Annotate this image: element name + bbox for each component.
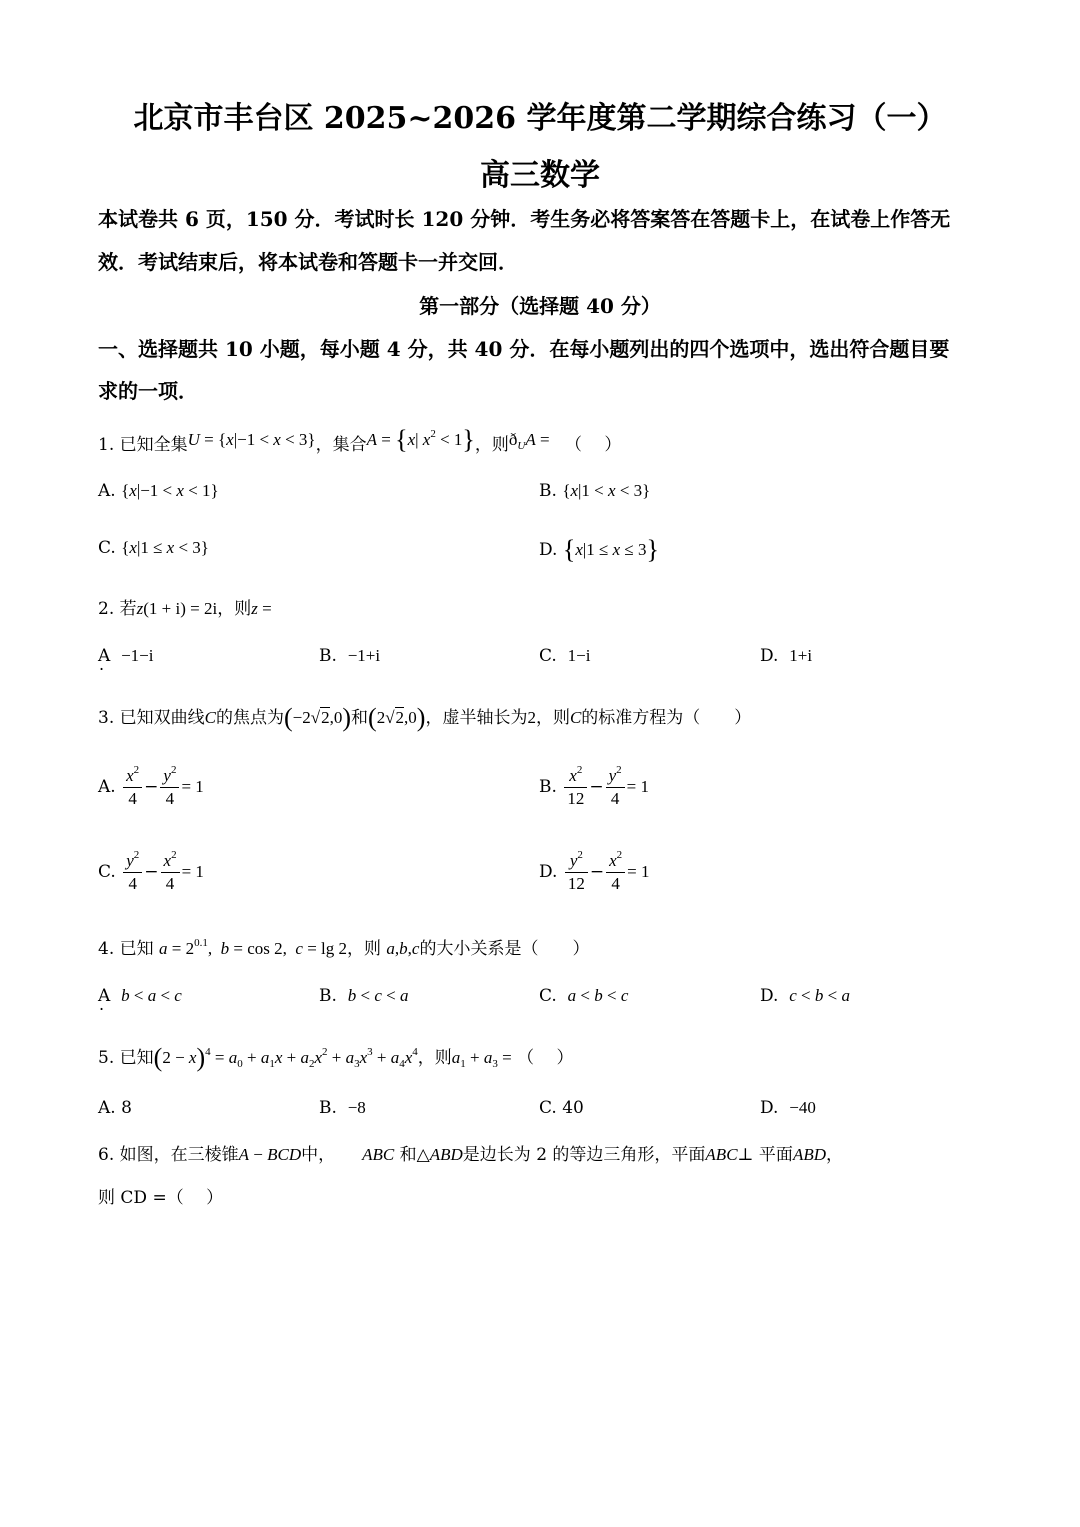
part1-instruction-1: 一、选择题共 10 小题，每小题 4 分，共 40 分．在每小题列出的四个选项中，选出符合题目要 (98, 337, 950, 361)
q2-option-d[interactable]: D. 1+i (760, 646, 813, 666)
q4-option-b[interactable]: B. b < c < a (319, 986, 409, 1006)
q4-option-d[interactable]: D. c < b < a (760, 986, 850, 1006)
exam-title: 北京市丰台区 2025~2026 学年度第二学期综合练习（一） (133, 101, 947, 136)
part1-heading: 第一部分（选择题 40 分） (419, 294, 661, 318)
q1-option-d[interactable]: D. {x|1 ≤ x ≤ 3} (539, 535, 659, 564)
question-2: 2. 若z(1 + i) = 2i，则z = (98, 599, 272, 619)
question-6: 6. 如图，在三棱锥A − BCD中， ABC 和△ABD是边长为 2 的等边三角形，平面ABC⊥ 平面ABD， (98, 1145, 843, 1165)
q1-option-a[interactable]: A. {x|−1 < x < 1} (98, 481, 219, 501)
q1-option-c[interactable]: C. {x|1 ≤ x < 3} (98, 538, 209, 558)
subject-title: 高三数学 (480, 158, 600, 193)
q5-option-d[interactable]: D. −40 (760, 1098, 816, 1118)
question-5: 5. 已知$(2 - x)^4 = a_0 + a_1x + a_2x^2 + a_3x^3 + a_4x^4$，则$a_1 + a_3$ = （ ） (98, 1043, 574, 1072)
part1-instruction-2: 求的一项． (98, 379, 198, 403)
question-6-line-2: 则 CD =（ ） (98, 1188, 224, 1208)
q3-option-b[interactable]: B. $\frac{x^2}{12}$ − $\frac{y^2}{4}$ = 1 (539, 764, 649, 808)
q4-option-a[interactable]: A . b < a < c (98, 986, 182, 1006)
question-4: 4. 已知 $a = 2^{0.1}$, b = cos 2, c = lg 2，则 a,b,c的大小关系是（ ） (98, 937, 590, 959)
q5-option-b[interactable]: B. −8 (319, 1098, 366, 1118)
q3-option-a[interactable]: A. $\frac{x^2}{4}$ − $\frac{y^2}{4}$ = 1 (98, 764, 204, 808)
intro-line-2: 效．考试结束后，将本试卷和答题卡一并交回． (98, 250, 518, 274)
q1-option-b[interactable]: B. {x|1 < x < 3} (539, 481, 651, 501)
q2-option-a[interactable]: A . −1−i (98, 646, 154, 666)
q2-option-b[interactable]: B. −1+i (319, 646, 381, 666)
q3-option-c[interactable]: C. $\frac{y^2}{4}$ − $\frac{x^2}{4}$ = 1 (98, 849, 204, 893)
q2-option-c[interactable]: C. 1−i (539, 646, 591, 666)
intro-line-1: 本试卷共 6 页，150 分．考试时长 120 分钟．考生务必将答案答在答题卡上，在试卷上作答无 (98, 207, 951, 231)
q5-option-c[interactable]: C. 40 (539, 1098, 584, 1118)
question-3: 3. 已知双曲线C的焦点为(−2√2,0)和(2√2,0)，虚半轴长为2，则C的标准方程为（ ） (98, 703, 752, 732)
q5-option-a[interactable]: A. 8 (98, 1098, 132, 1118)
q3-option-d[interactable]: D. $\frac{y^2}{12}$ − $\frac{x^2}{4}$ = 1 (539, 849, 650, 893)
q4-option-c[interactable]: C. a < b < c (539, 986, 629, 1006)
question-1: 1. 已知全集U = {x|−1 < x < 3}，集合A = {x| $x^2 < 1$}，则$ð_UA$ = （ ） (98, 425, 622, 455)
